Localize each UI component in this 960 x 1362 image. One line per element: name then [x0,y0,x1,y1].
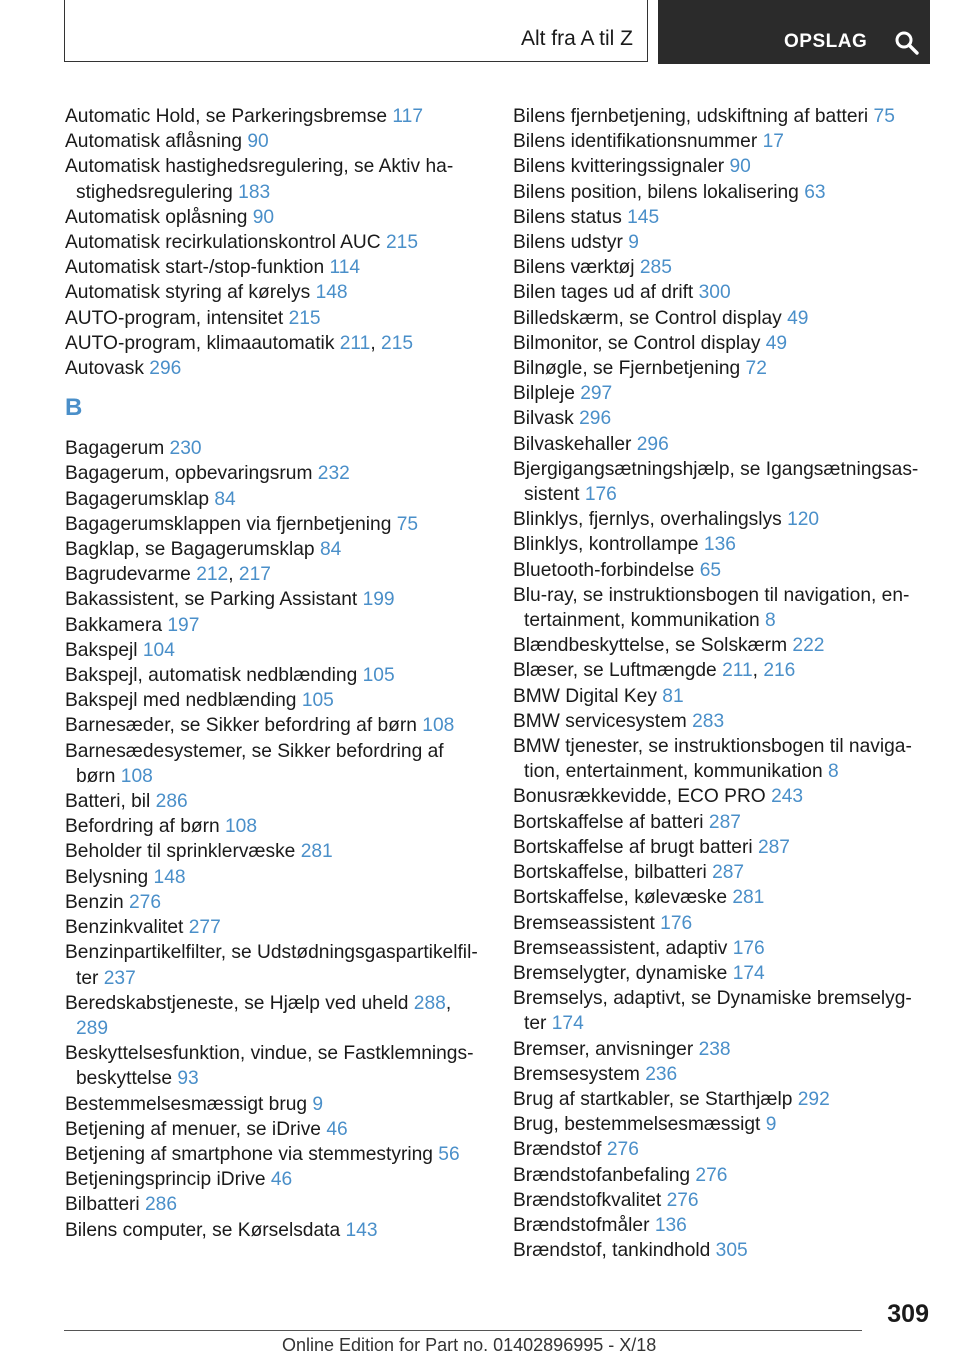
page-reference-link[interactable]: 108 [120,765,153,787]
index-entry [513,784,933,809]
page-reference-link[interactable]: 243 [771,786,804,808]
page-reference-link[interactable]: 176 [584,484,617,506]
page-reference-link[interactable]: 281 [732,887,765,909]
index-entry-text: Barnesædesystemer, se Sikker befordring af børn [65,740,444,787]
index-entry-text: Betjeningsprincip iDrive [65,1169,266,1191]
index-entry [65,205,485,230]
index-entry [65,587,485,612]
index-entry-text: Brændstofkvalitet [513,1189,662,1211]
page-reference-link[interactable]: 276 [129,891,162,913]
index-entry-text: Bortskaffelse, kølevæske [513,887,727,909]
index-entry-text: Bremselygter, dynamiske [513,962,728,984]
index-entry-text: Bilbatteri [65,1194,140,1216]
index-entry-text: Bremsesystem [513,1063,640,1085]
index-entry [513,129,933,154]
index-entry [65,306,485,331]
page-reference-link[interactable]: 276 [666,1189,699,1211]
index-entry-text: Belysning [65,866,149,888]
page-reference-link[interactable]: 292 [797,1088,830,1110]
index-entry [513,583,933,633]
page-reference-link[interactable]: 81 [662,685,684,707]
page-reference-link[interactable]: 136 [654,1214,687,1236]
index-entry-text: BMW Digital Key [513,685,657,707]
index-entry-text: Beredskabstjeneste, se Hjælp ved uheld [65,992,409,1014]
index-entry-text: Bilens fjernbetjening, udskiftning af batteri [513,106,869,127]
index-entry-text: Bakspejl med nedblænding [65,690,297,712]
page-reference-link[interactable]: 237 [103,967,136,989]
page-reference-link[interactable]: 287 [757,836,790,858]
page-reference-link[interactable]: 232 [317,463,350,485]
index-entry [513,1087,933,1112]
page-reference-link[interactable]: 215 [288,307,321,329]
index-entry-text: BMW servicesystem [513,710,687,732]
page-reference-link[interactable]: 75 [873,106,895,127]
page-reference-link[interactable]: 287 [708,811,741,833]
index-entry [65,1117,485,1142]
index-entry-text: Bilpleje [513,383,575,405]
index-entry-text: Automatisk hastighedsregulering, se Aktiv ha-stighedsregulering [65,156,454,203]
page-separator: , [445,992,452,1014]
index-entry [513,885,933,910]
page-reference-link[interactable]: 211 [722,660,753,682]
page-reference-link[interactable]: 63 [804,181,826,203]
index-entry [65,436,485,461]
page-reference-link[interactable]: 296 [149,358,182,380]
page-reference-link[interactable]: 108 [225,816,258,838]
index-entry-text: Bakkamera [65,614,163,636]
index-entry [513,961,933,986]
index-entry-text: Bortskaffelse, bilbatteri [513,862,707,884]
index-entry [513,911,933,936]
index-entry-text: Blu-ray, se instruktionsbogen til navigation, en-tertainment, kommunikation [513,584,910,632]
page-reference-link[interactable]: 212 [196,564,229,586]
section-tab[interactable] [64,0,648,62]
index-entry-text: Bagrudevarme [65,564,191,586]
page-reference-link[interactable]: 296 [636,433,669,455]
page-reference-link[interactable]: 49 [765,332,788,354]
page-reference-link[interactable]: 148 [315,282,348,304]
page-reference-link[interactable]: 84 [214,488,236,510]
index-entry [513,633,933,658]
index-entry [65,154,485,204]
page-reference-link[interactable]: 276 [695,1164,728,1186]
index-entry [513,154,933,179]
page-reference-link[interactable]: 238 [698,1038,731,1060]
index-entry-text: Bilvask [513,408,574,430]
index-entry [65,915,485,940]
index-entry-text: Bilens identifikationsnummer [513,131,758,153]
index-entry [513,810,933,835]
page-reference-link[interactable]: 56 [438,1143,460,1165]
footer-edition: Online Edition for Part no. 01402896995 - X/18 [282,1335,657,1355]
index-entry-text: Automatisk start-/stop-funktion [65,257,325,279]
page-reference-link[interactable]: 211 [339,332,371,354]
page-reference-link[interactable]: 72 [745,358,767,380]
index-entry-text: Bremselys, adaptivt, se Dynamiske bremselyg-ter [513,988,912,1035]
page-reference-link[interactable]: 197 [167,614,200,636]
index-entry-text: Batteri, bil [65,791,151,813]
page-reference-link[interactable]: 46 [270,1169,293,1191]
index-entry-text: Brændstof [513,1139,602,1161]
index-entry-text: Brændstofanbefaling [513,1164,691,1186]
index-entry-text: Beholder til sprinklervæske [65,841,296,863]
page-reference-link[interactable]: 117 [392,106,423,127]
page-separator: , [752,660,758,682]
index-entry-text: Benzin [65,891,124,913]
index-entry-text: Automatisk aflåsning [65,131,243,153]
page-reference-link[interactable]: 93 [177,1068,199,1090]
index-entry-text: Bilvaskehaller [513,433,632,455]
page-reference-link[interactable]: 49 [787,307,809,329]
index-entry-text: Bilens computer, se Kørselsdata [65,1219,341,1241]
index-entry [65,487,485,512]
index-entry-text: Blinklys, fjernlys, overhalingslys [513,509,782,531]
index-entry [65,537,485,562]
index-entry [65,1092,485,1117]
index-entry-text: Bjergigangsætningshjælp, se Igangsætningsas-sistent [513,458,919,506]
page-reference-link[interactable]: 289 [76,1017,109,1039]
page-reference-link[interactable]: 84 [319,539,342,561]
index-entry [65,814,485,839]
index-entry-text: Bilens status [513,206,622,228]
index-entry [65,713,485,738]
index-entry [65,1192,485,1217]
search-icon[interactable] [894,30,920,56]
index-entry-text: Beskyttelsesfunktion, vindue, se Fastklemnings-beskyttelse [65,1043,474,1090]
index-entry [513,1238,933,1263]
page-reference-link[interactable]: 90 [252,206,275,228]
index-entry-text: Barnesæder, se Sikker befordring af børn [65,715,417,737]
page-reference-link[interactable]: 105 [362,665,395,687]
page-reference-link[interactable]: 286 [155,791,188,813]
index-entry-text: Bilen tages ud af drift [513,282,694,304]
index-entry-text: Benzinpartikelfilter, se Udstødningsgaspartikelfil-ter [65,942,478,989]
index-entry [65,562,485,587]
page-reference-link[interactable]: 108 [422,715,455,737]
index-entry-text: AUTO-program, intensitet [65,307,284,329]
index-entry-text: Automatisk oplåsning [65,206,248,228]
index-entry [513,1188,933,1213]
section-title: Alt fra A til Z [520,27,633,50]
index-entry [513,432,933,457]
index-entry-text: Blændbeskyttelse, se Solskærm [513,635,788,657]
index-entry [65,1142,485,1167]
index-entry-text: Bagagerumsklap [65,488,209,510]
page-reference-link[interactable]: 288 [413,992,446,1014]
page-reference-link[interactable]: 9 [765,1114,777,1136]
page-reference-link[interactable]: 75 [396,513,419,535]
index-entry [65,1041,485,1091]
index-entry [513,507,933,532]
index-entry [513,1037,933,1062]
index-entry-text: Brændstofmåler [513,1214,650,1236]
index-entry-text: Bremseassistent [513,912,655,934]
index-entry [65,839,485,864]
index-entry [65,331,485,356]
page-reference-link[interactable]: 217 [238,564,271,586]
index-entry [65,688,485,713]
page-reference-link[interactable]: 9 [312,1093,324,1115]
index-entry [65,104,485,129]
index-entry [513,684,933,709]
index-entry [513,306,933,331]
page-reference-link[interactable]: 300 [698,282,731,304]
index-entry [513,1062,933,1087]
page-reference-link[interactable]: 9 [628,232,639,254]
index-entry [65,1218,485,1243]
index-entry [513,280,933,305]
index-entry [65,865,485,890]
index-entry-text: Autovask [65,358,144,380]
page-reference-link[interactable]: 17 [762,131,784,153]
page-reference-link[interactable]: 46 [326,1118,348,1140]
index-entry-text: Bilnøgle, se Fjernbetjening [513,358,741,380]
index-entry [513,230,933,255]
page-separator: , [370,332,376,354]
index-entry [65,1167,485,1192]
index-entry [513,1163,933,1188]
index-entry [513,658,933,683]
page-reference-link[interactable]: 174 [551,1013,584,1035]
page-reference-link[interactable]: 305 [715,1240,748,1262]
page-reference-link[interactable]: 120 [787,509,820,531]
index-entry [65,940,485,990]
index-entry-text: Bakspejl [65,639,138,661]
index-entry-text: Betjening af smartphone via stemmestyring [65,1143,433,1165]
index-entry [513,180,933,205]
index-entry [513,1112,933,1137]
index-entry [65,890,485,915]
index-entry-text: Bestemmelsesmæssigt brug [65,1093,308,1115]
index-entry [65,789,485,814]
index-entry-text: Bagagerum, opbevaringsrum [65,463,313,485]
index-entry [513,457,933,507]
index-entry [65,129,485,154]
index-entry [513,734,933,784]
page-header [64,0,930,63]
page-reference-link[interactable]: 114 [329,257,361,279]
index-entry-text: Brug af startkabler, se Starthjælp [513,1088,793,1110]
index-entry-text: Automatisk styring af kørelys [65,282,311,304]
index-entry [513,709,933,734]
page-reference-link[interactable]: 281 [300,841,333,863]
lookup-tab[interactable] [658,0,930,64]
index-entry-text: Befordring af børn [65,816,220,838]
index-entry [513,406,933,431]
page-number: 309 [887,1300,929,1328]
index-entry-text: Betjening af menuer, se iDrive [65,1118,321,1140]
index-entry [65,356,485,381]
index-entry-text: Bilens værktøj [513,257,635,279]
page-reference-link[interactable]: 236 [645,1063,678,1085]
index-entry [65,280,485,305]
page-reference-link[interactable]: 297 [580,383,613,405]
index-entry [513,532,933,557]
index-entry [513,205,933,230]
index-entry [65,991,485,1041]
index-entry-text: Bremser, anvisninger [513,1038,694,1060]
index-entry [65,613,485,638]
index-entry-text: Bilens position, bilens lokalisering [513,181,799,203]
index-entry-text: Bonusrækkevidde, ECO PRO [513,786,766,808]
page-separator: , [228,564,234,586]
page-reference-link[interactable]: 286 [145,1194,178,1216]
page-reference-link[interactable]: 183 [238,181,271,203]
index-entry-text: Bagagerumsklappen via fjernbetjening [65,513,392,535]
page-reference-link[interactable]: 215 [381,332,414,354]
index-entry-text: Benzinkvalitet [65,917,184,939]
index-entry-text: Bagklap, se Bagagerumsklap [65,539,315,561]
page-reference-link[interactable]: 148 [153,866,186,888]
page-reference-link[interactable]: 8 [827,761,839,783]
index-entry-text: BMW tjenester, se instruktionsbogen til naviga-tion, entertainment, kommunikation [513,736,912,783]
page-reference-link[interactable]: 136 [703,534,736,556]
index-entry-text: AUTO-program, klimaautomatik [65,332,335,354]
index-entry [513,835,933,860]
index-entry-text: Bilens kvitteringssignaler [513,156,725,178]
page-reference-link[interactable]: 104 [142,639,175,661]
page-reference-link[interactable]: 176 [732,937,765,959]
page-reference-link[interactable]: 287 [712,862,745,884]
index-entry-text: Bilmonitor, se Control display [513,332,761,354]
index-entry [513,986,933,1036]
index-entry [65,255,485,280]
page-reference-link[interactable]: 285 [639,257,672,279]
index-entry-text: Automatisk recirkulationskontrol AUC [65,232,381,254]
page-reference-link[interactable]: 222 [792,635,825,657]
index-entry [65,230,485,255]
page-reference-link[interactable]: 174 [732,962,765,984]
index-entry [513,1213,933,1238]
index-entry-text: Bakspejl, automatisk nedblænding [65,665,358,687]
index-entry [65,512,485,537]
page-reference-link[interactable]: 230 [169,438,202,460]
index-entry [513,381,933,406]
index-entry [513,936,933,961]
index-entry [65,638,485,663]
index-entry-text: Bluetooth-forbindelse [513,559,695,581]
index-letter-heading: B [65,394,83,422]
index-entry [513,104,933,129]
page-reference-link[interactable]: 143 [345,1219,378,1241]
page-reference-link[interactable]: 90 [247,131,269,153]
index-entry [65,663,485,688]
index-entry-text: Bagagerum [65,438,165,460]
page-reference-link[interactable]: 90 [729,156,751,178]
index-entry [513,331,933,356]
index-entry-text: Billedskærm, se Control display [513,307,782,329]
index-entry [513,255,933,280]
page-reference-link[interactable]: 8 [765,610,776,632]
page-reference-link[interactable]: 276 [606,1139,639,1161]
page-reference-link[interactable]: 145 [627,206,660,228]
index-entry [513,558,933,583]
index-entry-text: Automatic Hold, se Parkeringsbremse [65,106,388,127]
index-entry [65,739,485,789]
page-reference-link[interactable]: 277 [188,917,221,939]
index-column-right [513,104,933,1263]
page-reference-link[interactable]: 176 [660,912,693,934]
index-entry-text: Bortskaffelse af brugt batteri [513,836,753,858]
index-entry-text: Brug, bestemmelsesmæssigt [513,1114,761,1136]
page-reference-link[interactable]: 283 [692,710,725,732]
index-entry-text: Bilens udstyr [513,232,623,254]
index-entry-text: Blæser, se Luftmængde [513,660,717,682]
page-reference-link[interactable]: 296 [579,408,612,430]
page-reference-link[interactable]: 199 [362,589,395,611]
index-entry [65,461,485,486]
index-column-left [65,104,485,1243]
index-entry [513,356,933,381]
page-reference-link[interactable]: 105 [301,690,334,712]
footer-divider [64,1330,862,1331]
page-reference-link[interactable]: 65 [699,559,722,581]
page-reference-link[interactable]: 216 [763,660,796,682]
index-entry [513,860,933,885]
index-entry [513,1137,933,1162]
index-entry-text: Bremseassistent, adaptiv [513,937,728,959]
index-entry-text: Bortskaffelse af batteri [513,811,704,833]
page-reference-link[interactable]: 215 [386,232,419,254]
index-entry-text: Brændstof, tankindhold [513,1240,711,1262]
index-entry-text: Bakassistent, se Parking Assistant [65,589,358,611]
lookup-tab-label: OPSLAG [784,31,868,52]
index-entry-text: Blinklys, kontrollampe [513,534,699,556]
